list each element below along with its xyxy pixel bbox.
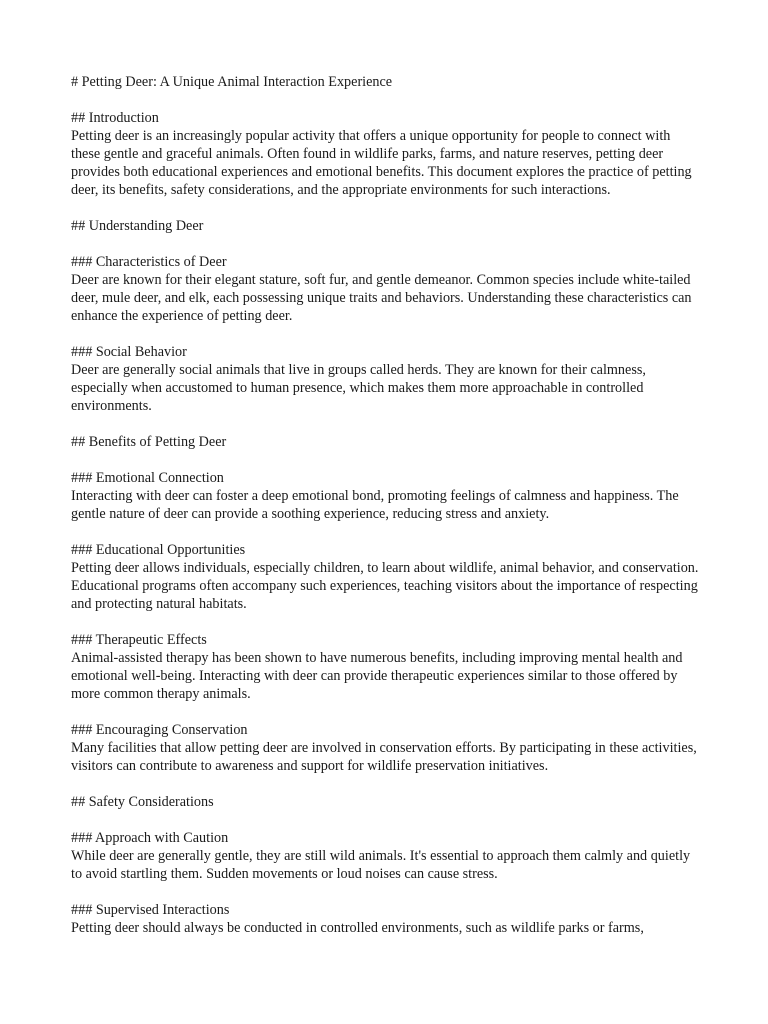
- spacer: [71, 775, 701, 793]
- supervised-interactions-paragraph: Petting deer should always be conducted in controlled environments, such as wildlife parks or farms,: [71, 920, 644, 936]
- understanding-deer-heading: ## Understanding Deer: [71, 218, 204, 234]
- spacer: [71, 235, 701, 253]
- spacer: [71, 325, 701, 343]
- characteristics-heading: ### Characteristics of Deer: [71, 254, 227, 270]
- emotional-connection-heading: ### Emotional Connection: [71, 470, 224, 486]
- spacer: [71, 811, 701, 829]
- therapeutic-effects-heading: ### Therapeutic Effects: [71, 632, 207, 648]
- approach-caution-paragraph: While deer are generally gentle, they are still wild animals. It's essential to approach them calmly and quietly to avoid startling them. Sudden movements or loud noises can cause stress.: [71, 848, 691, 882]
- encouraging-conservation-paragraph: Many facilities that allow petting deer are involved in conservation efforts. By participating in these activities, visitors can contribute to awareness and support for wildlife preservation initiatives.: [71, 740, 697, 774]
- introduction-paragraph: Petting deer is an increasingly popular activity that offers a unique opportunity for people to connect with these gentle and graceful animals. Often found in wildlife parks, farms, and nature reserves, petting deer provides both educational experiences and emotional benefits. This document explores the practice of petting deer, its benefits, safety considerations, and the appropriate environments for such interactions.: [71, 128, 692, 198]
- approach-caution-heading: ### Approach with Caution: [71, 830, 229, 846]
- supervised-interactions-heading: ### Supervised Interactions: [71, 902, 230, 918]
- spacer: [71, 451, 701, 469]
- emotional-connection-paragraph: Interacting with deer can foster a deep emotional bond, promoting feelings of calmness and happiness. The gentle nature of deer can provide a soothing experience, reducing stress and anxiety.: [71, 488, 679, 522]
- spacer: [71, 91, 701, 109]
- document-body: [71, 73, 701, 937]
- document-title: # Petting Deer: A Unique Animal Interaction Experience: [71, 74, 393, 90]
- benefits-heading: ## Benefits of Petting Deer: [71, 434, 227, 450]
- spacer: [71, 703, 701, 721]
- educational-opportunities-heading: ### Educational Opportunities: [71, 542, 246, 558]
- spacer: [71, 883, 701, 901]
- spacer: [71, 415, 701, 433]
- characteristics-paragraph: Deer are known for their elegant stature, soft fur, and gentle demeanor. Common species include white-tailed deer, mule deer, and elk, each possessing unique traits and behaviors. Understanding these characteristics can enhance the experience of petting deer.: [71, 272, 692, 324]
- spacer: [71, 199, 701, 217]
- safety-heading: ## Safety Considerations: [71, 794, 214, 810]
- social-behavior-heading: ### Social Behavior: [71, 344, 187, 360]
- social-behavior-paragraph: Deer are generally social animals that live in groups called herds. They are known for their calmness, especially when accustomed to human presence, which makes them more approachable in controlled environments.: [71, 362, 646, 414]
- spacer: [71, 523, 701, 541]
- therapeutic-effects-paragraph: Animal-assisted therapy has been shown to have numerous benefits, including improving mental health and emotional well-being. Interacting with deer can provide therapeutic experiences similar to those offered by more common therapy animals.: [71, 650, 683, 702]
- encouraging-conservation-heading: ### Encouraging Conservation: [71, 722, 248, 738]
- educational-opportunities-paragraph: Petting deer allows individuals, especially children, to learn about wildlife, animal behavior, and conservation. Educational programs often accompany such experiences, teaching visitors about the importance of respecting and protecting natural habitats.: [71, 560, 699, 612]
- spacer: [71, 613, 701, 631]
- introduction-heading: ## Introduction: [71, 110, 159, 126]
